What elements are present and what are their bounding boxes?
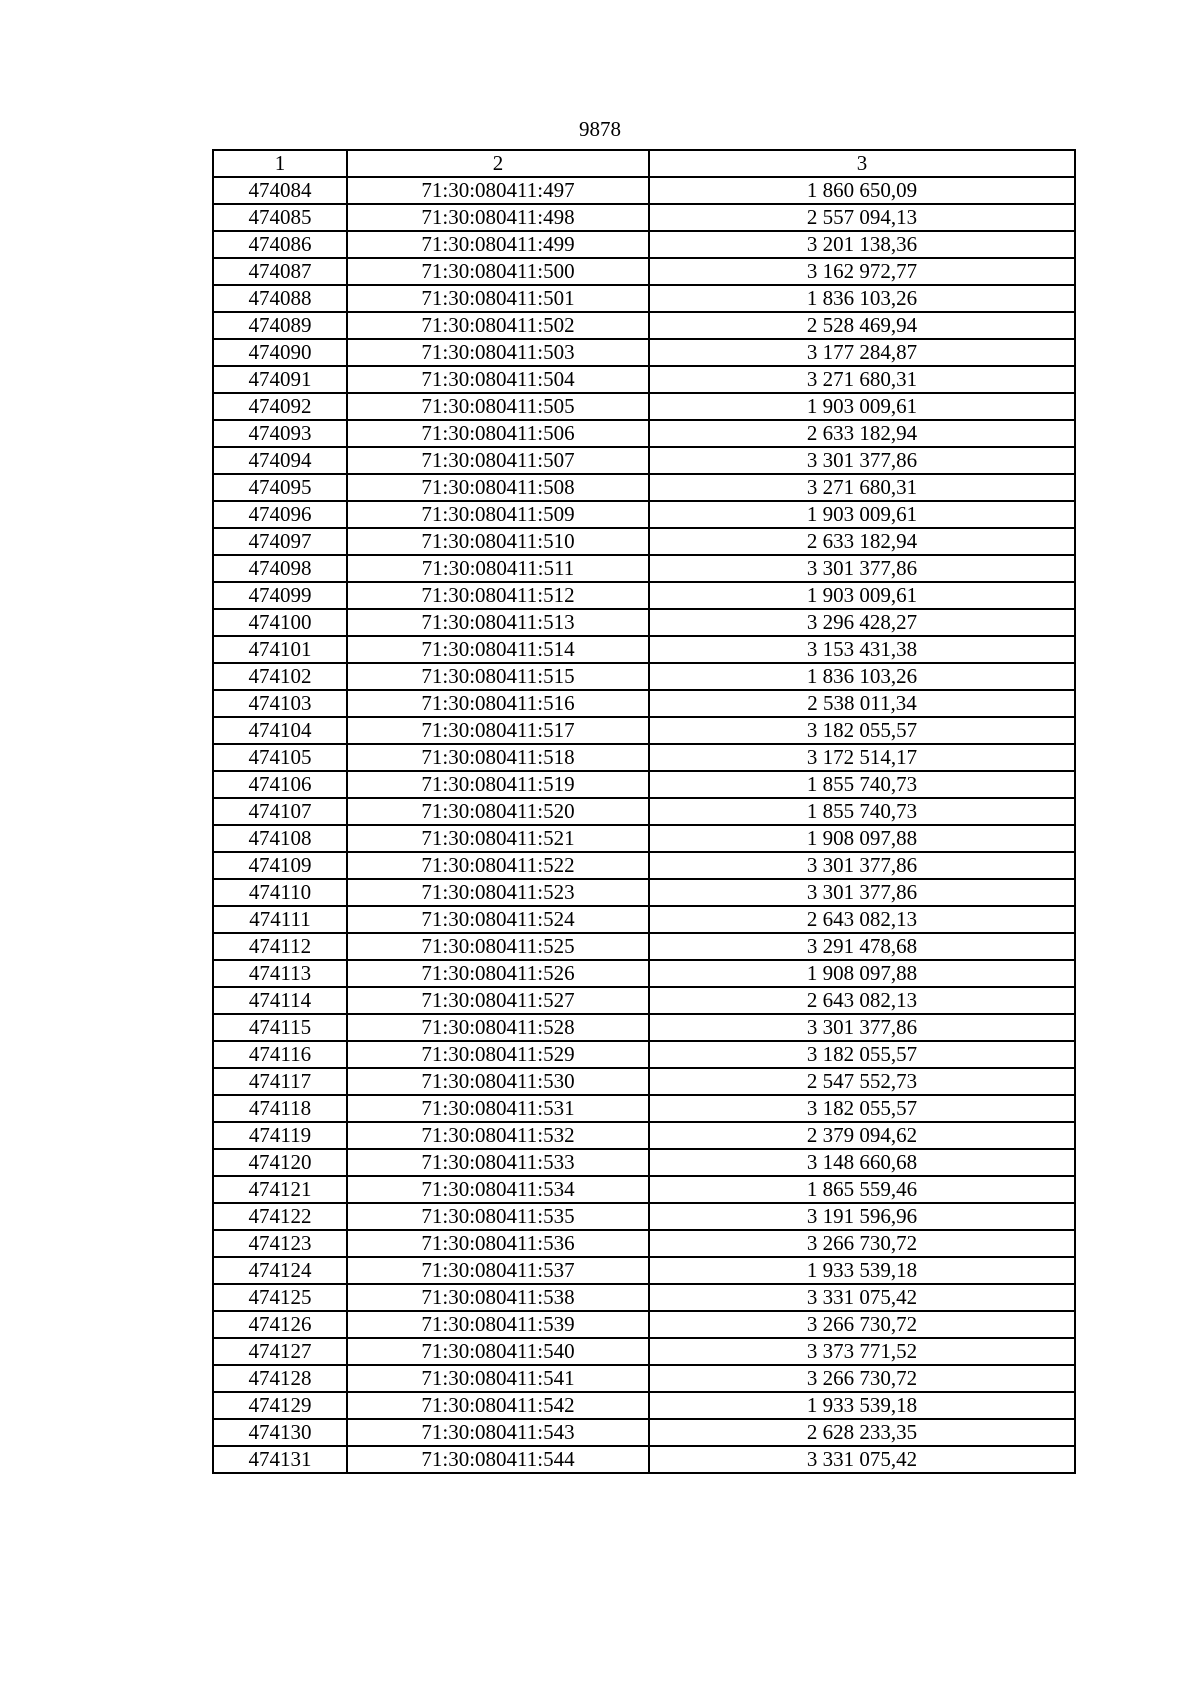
table-row [213,744,1075,771]
value-cell: 3 271 680,31 [649,474,1075,501]
table-row [213,447,1075,474]
value-cell: 3 177 284,87 [649,339,1075,366]
table-row [213,1446,1075,1473]
value-cell: 2 633 182,94 [649,528,1075,555]
cadastral-number-cell: 71:30:080411:515 [347,663,649,690]
cadastral-number-cell: 71:30:080411:520 [347,798,649,825]
table-row [213,609,1075,636]
table-row [213,312,1075,339]
cadastral-number-cell: 71:30:080411:531 [347,1095,649,1122]
value-cell: 3 296 428,27 [649,609,1075,636]
cadastral-number-cell: 71:30:080411:503 [347,339,649,366]
row-number-cell: 474116 [213,1041,347,1068]
value-cell: 1 855 740,73 [649,771,1075,798]
table-row [213,582,1075,609]
cadastral-number-cell: 71:30:080411:536 [347,1230,649,1257]
row-number-cell: 474106 [213,771,347,798]
row-number-cell: 474110 [213,879,347,906]
value-cell: 3 182 055,57 [649,1041,1075,1068]
value-cell: 3 153 431,38 [649,636,1075,663]
cadastral-number-cell: 71:30:080411:513 [347,609,649,636]
table-row [213,339,1075,366]
row-number-cell: 474124 [213,1257,347,1284]
table-row [213,1338,1075,1365]
value-cell: 1 933 539,18 [649,1392,1075,1419]
value-cell: 2 628 233,35 [649,1419,1075,1446]
value-cell: 3 301 377,86 [649,555,1075,582]
table-row [213,1230,1075,1257]
cadastral-number-cell: 71:30:080411:537 [347,1257,649,1284]
table-row [213,1365,1075,1392]
row-number-cell: 474099 [213,582,347,609]
value-cell: 3 301 377,86 [649,1014,1075,1041]
cadastral-number-cell: 71:30:080411:517 [347,717,649,744]
value-cell: 2 633 182,94 [649,420,1075,447]
row-number-cell: 474104 [213,717,347,744]
value-cell: 1 933 539,18 [649,1257,1075,1284]
row-number-cell: 474109 [213,852,347,879]
column-header-2: 2 [347,150,649,177]
value-cell: 3 191 596,96 [649,1203,1075,1230]
row-number-cell: 474122 [213,1203,347,1230]
value-cell: 2 643 082,13 [649,906,1075,933]
row-number-cell: 474127 [213,1338,347,1365]
cadastral-number-cell: 71:30:080411:521 [347,825,649,852]
value-cell: 1 855 740,73 [649,798,1075,825]
value-cell: 2 557 094,13 [649,204,1075,231]
row-number-cell: 474125 [213,1284,347,1311]
cadastral-number-cell: 71:30:080411:507 [347,447,649,474]
value-cell: 3 172 514,17 [649,744,1075,771]
row-number-cell: 474103 [213,690,347,717]
table-row [213,177,1075,204]
cadastral-number-cell: 71:30:080411:541 [347,1365,649,1392]
row-number-cell: 474108 [213,825,347,852]
row-number-cell: 474119 [213,1122,347,1149]
cadastral-number-cell: 71:30:080411:511 [347,555,649,582]
value-cell: 3 148 660,68 [649,1149,1075,1176]
table-row [213,960,1075,987]
row-number-cell: 474120 [213,1149,347,1176]
cadastral-number-cell: 71:30:080411:530 [347,1068,649,1095]
table-row [213,798,1075,825]
row-number-cell: 474094 [213,447,347,474]
cadastral-number-cell: 71:30:080411:506 [347,420,649,447]
table-row [213,906,1075,933]
cadastral-number-cell: 71:30:080411:528 [347,1014,649,1041]
row-number-cell: 474096 [213,501,347,528]
row-number-cell: 474092 [213,393,347,420]
value-cell: 1 865 559,46 [649,1176,1075,1203]
table-row [213,1392,1075,1419]
table-row [213,1311,1075,1338]
cadastral-number-cell: 71:30:080411:500 [347,258,649,285]
row-number-cell: 474114 [213,987,347,1014]
value-cell: 1 903 009,61 [649,582,1075,609]
row-number-cell: 474111 [213,906,347,933]
cadastral-number-cell: 71:30:080411:542 [347,1392,649,1419]
cadastral-number-cell: 71:30:080411:540 [347,1338,649,1365]
value-cell: 3 301 377,86 [649,879,1075,906]
value-cell: 3 266 730,72 [649,1311,1075,1338]
cadastral-number-cell: 71:30:080411:522 [347,852,649,879]
row-number-cell: 474101 [213,636,347,663]
cadastral-number-cell: 71:30:080411:527 [347,987,649,1014]
row-number-cell: 474118 [213,1095,347,1122]
cadastral-number-cell: 71:30:080411:497 [347,177,649,204]
column-header-3: 3 [649,150,1075,177]
value-cell: 3 301 377,86 [649,447,1075,474]
row-number-cell: 474100 [213,609,347,636]
cadastral-number-cell: 71:30:080411:514 [347,636,649,663]
row-number-cell: 474121 [213,1176,347,1203]
table-row [213,825,1075,852]
value-cell: 1 903 009,61 [649,501,1075,528]
value-cell: 3 271 680,31 [649,366,1075,393]
value-cell: 1 836 103,26 [649,663,1075,690]
cadastral-number-cell: 71:30:080411:525 [347,933,649,960]
table-row [213,636,1075,663]
row-number-cell: 474087 [213,258,347,285]
table-row [213,555,1075,582]
row-number-cell: 474113 [213,960,347,987]
table-row [213,528,1075,555]
row-number-cell: 474095 [213,474,347,501]
value-cell: 1 908 097,88 [649,825,1075,852]
row-number-cell: 474097 [213,528,347,555]
value-cell: 3 373 771,52 [649,1338,1075,1365]
column-header-1: 1 [213,150,347,177]
table-row [213,1203,1075,1230]
cadastral-number-cell: 71:30:080411:512 [347,582,649,609]
header-row [213,150,1075,177]
cadastral-number-cell: 71:30:080411:534 [347,1176,649,1203]
cadastral-number-cell: 71:30:080411:523 [347,879,649,906]
table-row [213,1041,1075,1068]
row-number-cell: 474129 [213,1392,347,1419]
cadastral-number-cell: 71:30:080411:524 [347,906,649,933]
cadastral-number-cell: 71:30:080411:532 [347,1122,649,1149]
table-row [213,474,1075,501]
row-number-cell: 474102 [213,663,347,690]
table-row [213,852,1075,879]
table-row [213,1095,1075,1122]
value-cell: 3 291 478,68 [649,933,1075,960]
value-cell: 2 379 094,62 [649,1122,1075,1149]
row-number-cell: 474107 [213,798,347,825]
table-row [213,1176,1075,1203]
cadastral-number-cell: 71:30:080411:502 [347,312,649,339]
cadastral-number-cell: 71:30:080411:498 [347,204,649,231]
row-number-cell: 474091 [213,366,347,393]
row-number-cell: 474115 [213,1014,347,1041]
table-row [213,987,1075,1014]
value-cell: 1 860 650,09 [649,177,1075,204]
value-cell: 3 266 730,72 [649,1230,1075,1257]
cadastral-number-cell: 71:30:080411:508 [347,474,649,501]
table-row [213,1419,1075,1446]
cadastral-number-cell: 71:30:080411:543 [347,1419,649,1446]
cadastral-number-cell: 71:30:080411:516 [347,690,649,717]
cadastral-number-cell: 71:30:080411:499 [347,231,649,258]
value-cell: 2 643 082,13 [649,987,1075,1014]
table-row [213,933,1075,960]
cadastral-number-cell: 71:30:080411:539 [347,1311,649,1338]
table-row [213,1122,1075,1149]
table-row [213,879,1075,906]
table-row [213,420,1075,447]
table-row [213,690,1075,717]
table-row [213,501,1075,528]
cadastral-number-cell: 71:30:080411:544 [347,1446,649,1473]
table-row [213,717,1075,744]
value-cell: 3 331 075,42 [649,1284,1075,1311]
table-row [213,1014,1075,1041]
table-row [213,1284,1075,1311]
row-number-cell: 474130 [213,1419,347,1446]
row-number-cell: 474090 [213,339,347,366]
table-row [213,366,1075,393]
value-cell: 3 331 075,42 [649,1446,1075,1473]
value-cell: 1 836 103,26 [649,285,1075,312]
cadastral-number-cell: 71:30:080411:529 [347,1041,649,1068]
value-cell: 3 201 138,36 [649,231,1075,258]
value-cell: 3 301 377,86 [649,852,1075,879]
row-number-cell: 474126 [213,1311,347,1338]
table-row [213,393,1075,420]
table-body [213,150,1075,1473]
cadastral-number-cell: 71:30:080411:519 [347,771,649,798]
data-table [212,149,1076,1474]
row-number-cell: 474123 [213,1230,347,1257]
row-number-cell: 474117 [213,1068,347,1095]
value-cell: 2 538 011,34 [649,690,1075,717]
value-cell: 2 547 552,73 [649,1068,1075,1095]
value-cell: 3 182 055,57 [649,717,1075,744]
table-row [213,231,1075,258]
table-row [213,285,1075,312]
cadastral-number-cell: 71:30:080411:518 [347,744,649,771]
row-number-cell: 474086 [213,231,347,258]
cadastral-number-cell: 71:30:080411:510 [347,528,649,555]
row-number-cell: 474088 [213,285,347,312]
table-row [213,771,1075,798]
value-cell: 3 182 055,57 [649,1095,1075,1122]
row-number-cell: 474084 [213,177,347,204]
cadastral-number-cell: 71:30:080411:526 [347,960,649,987]
cadastral-number-cell: 71:30:080411:504 [347,366,649,393]
value-cell: 3 162 972,77 [649,258,1075,285]
value-cell: 3 266 730,72 [649,1365,1075,1392]
table-row [213,204,1075,231]
value-cell: 1 908 097,88 [649,960,1075,987]
row-number-cell: 474093 [213,420,347,447]
page-number: 9878 [579,117,621,141]
row-number-cell: 474112 [213,933,347,960]
table-row [213,663,1075,690]
row-number-cell: 474131 [213,1446,347,1473]
cadastral-number-cell: 71:30:080411:535 [347,1203,649,1230]
row-number-cell: 474098 [213,555,347,582]
table-row [213,1149,1075,1176]
row-number-cell: 474128 [213,1365,347,1392]
table-row [213,258,1075,285]
table-row [213,1257,1075,1284]
cadastral-number-cell: 71:30:080411:505 [347,393,649,420]
table-row [213,1068,1075,1095]
value-cell: 2 528 469,94 [649,312,1075,339]
row-number-cell: 474085 [213,204,347,231]
row-number-cell: 474089 [213,312,347,339]
cadastral-number-cell: 71:30:080411:509 [347,501,649,528]
cadastral-number-cell: 71:30:080411:501 [347,285,649,312]
cadastral-number-cell: 71:30:080411:538 [347,1284,649,1311]
value-cell: 1 903 009,61 [649,393,1075,420]
row-number-cell: 474105 [213,744,347,771]
cadastral-number-cell: 71:30:080411:533 [347,1149,649,1176]
